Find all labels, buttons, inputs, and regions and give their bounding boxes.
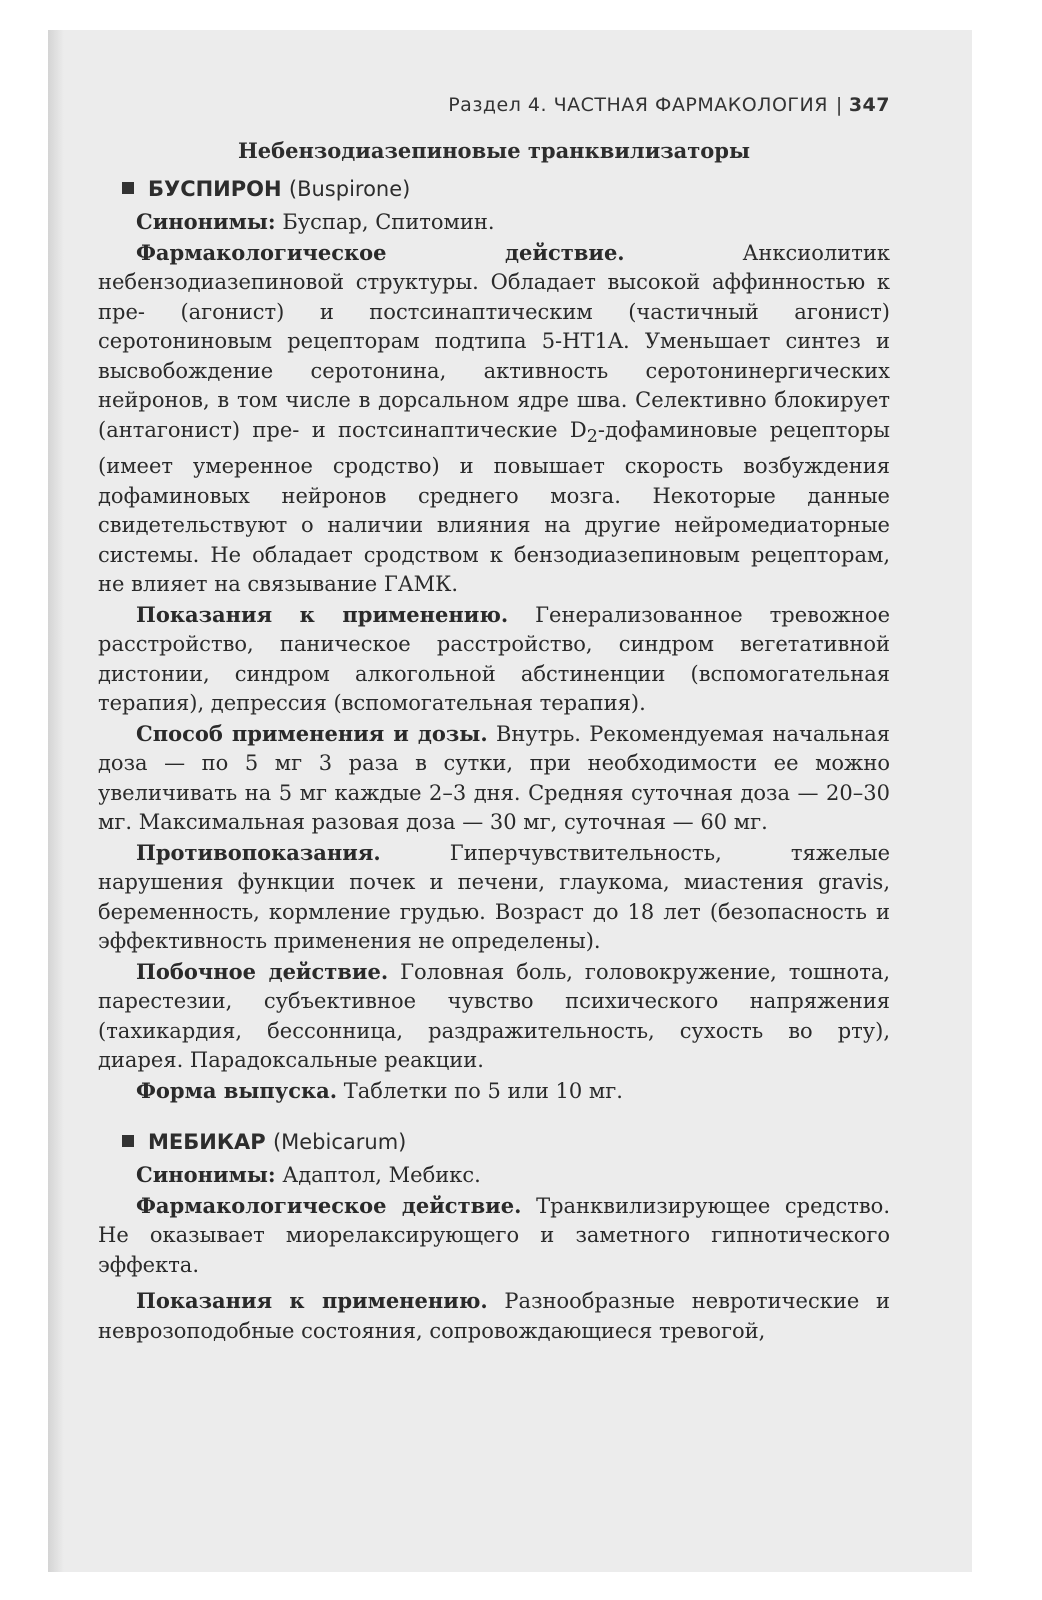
indications-paragraph — [98, 600, 890, 719]
field-label: Показания к применению. — [136, 601, 509, 627]
indications-paragraph — [98, 1286, 890, 1346]
release-form-paragraph — [98, 1076, 890, 1107]
page-content — [98, 70, 890, 1346]
synonyms-paragraph — [98, 207, 890, 238]
field-text-continued: -дофаминовые рецепторы (имеет умеренное сродство) и повышает скорость возбуждения дофаминовых нейронов среднего мозга. Некоторые данные свидетельствуют о наличии влияния на другие нейромедиаторные системы. Не обладает сродством к бензодиазепиновым рецепторам, не влияет на связывание ГАМК. — [98, 417, 890, 597]
drug-heading-mebicarum — [122, 1130, 890, 1154]
subscript: 2 — [586, 426, 598, 447]
spacer — [98, 1106, 890, 1120]
section-title: Небензодиазепиновые транквилизаторы — [237, 138, 751, 163]
field-label: Противопоказания. — [136, 839, 381, 865]
field-text: Адаптол, Мебикс. — [275, 1163, 481, 1188]
field-text: Анксиолитик небензодиазепиновой структуры. Обладает высокой аффинностью к пре- (агонист) и постсинаптическим (частичный агонист) серотониновым рецепторам подтипа 5-HT1A. Уменьшает синтез и высвобождение серотонина, активность серотонинергических нейронов, в том числе в дорсальном ядре шва. Селективно блокирует (антагонист) пре- и постсинаптические D — [98, 240, 890, 442]
page-number: 347 — [848, 94, 890, 116]
drug-heading-buspirone — [122, 177, 890, 201]
field-label: Синонимы: — [136, 1162, 276, 1188]
field-label: Побочное действие. — [136, 958, 389, 984]
running-head — [98, 94, 890, 116]
field-text: Гиперчувствительность, тяжелые нарушения функции почек и печени, глаукома, миастения gravis, беременность, кормление грудью. Возраст до 18 лет (безопасность и эффективность применения не определены). — [98, 840, 890, 954]
contraindications-paragraph — [98, 838, 890, 957]
square-bullet-icon — [122, 1135, 134, 1147]
field-label: Фармакологическое действие. — [136, 239, 625, 265]
drug-name: МЕБИКАР — [148, 1130, 266, 1155]
field-text: Буспар, Спитомин. — [275, 210, 495, 234]
field-text: Разнообразные невротические и неврозоподобные состояния, сопровождающиеся тревогой, — [98, 1289, 890, 1343]
field-label: Фармакологическое действие. — [136, 1192, 522, 1218]
field-text: Внутрь. Рекомендуемая начальная доза — по 5 мг 3 раза в сутки, при необходимости ее можно увеличивать на 5 мг каждые 2–3 дня. Средняя суточная доза — 20–30 мг. Максимальная разовая доза — 30 мг, суточная — 60 мг. — [98, 721, 890, 835]
field-text: Генерализованное тревожное расстройство, паническое расстройство, синдром вегетативной дистонии, синдром алкогольной абстиненции (вспомогательная терапия), депрессия (вспомогательная терапия). — [98, 602, 890, 716]
field-text: Транквилизирующее средство. Не оказывает миорелаксирующего и заметного гипнотического эффекта. — [98, 1193, 890, 1277]
field-text: Головная боль, головокружение, тошнота, парестезии, субъективное чувство психического напряжения (тахикардия, бессонница, раздражительность, сухость во рту), диарея. Парадоксальные реакции. — [98, 959, 891, 1073]
field-label: Форма выпуска. — [136, 1077, 338, 1103]
dosage-paragraph — [98, 719, 890, 838]
page-binding-shadow — [48, 30, 64, 1572]
running-head-section: Раздел 4. ЧАСТНАЯ ФАРМАКОЛОГИЯ — [448, 94, 828, 116]
running-head-separator: | — [835, 94, 843, 116]
drug-name: БУСПИРОН — [148, 177, 282, 201]
field-label: Способ применения и дозы. — [136, 720, 488, 746]
side-effects-paragraph — [98, 957, 890, 1076]
field-label: Показания к применению. — [136, 1288, 488, 1314]
field-label: Синонимы: — [136, 209, 276, 234]
field-text: Таблетки по 5 или 10 мг. — [337, 1078, 623, 1103]
drug-latin-name: (Mebicarum) — [272, 1130, 407, 1155]
pharmacological-action-paragraph — [98, 1191, 890, 1281]
drug-latin-name: (Buspirone) — [288, 177, 411, 201]
synonyms-paragraph — [98, 1160, 890, 1191]
square-bullet-icon — [122, 182, 134, 194]
pharmacological-action-paragraph — [98, 238, 890, 600]
